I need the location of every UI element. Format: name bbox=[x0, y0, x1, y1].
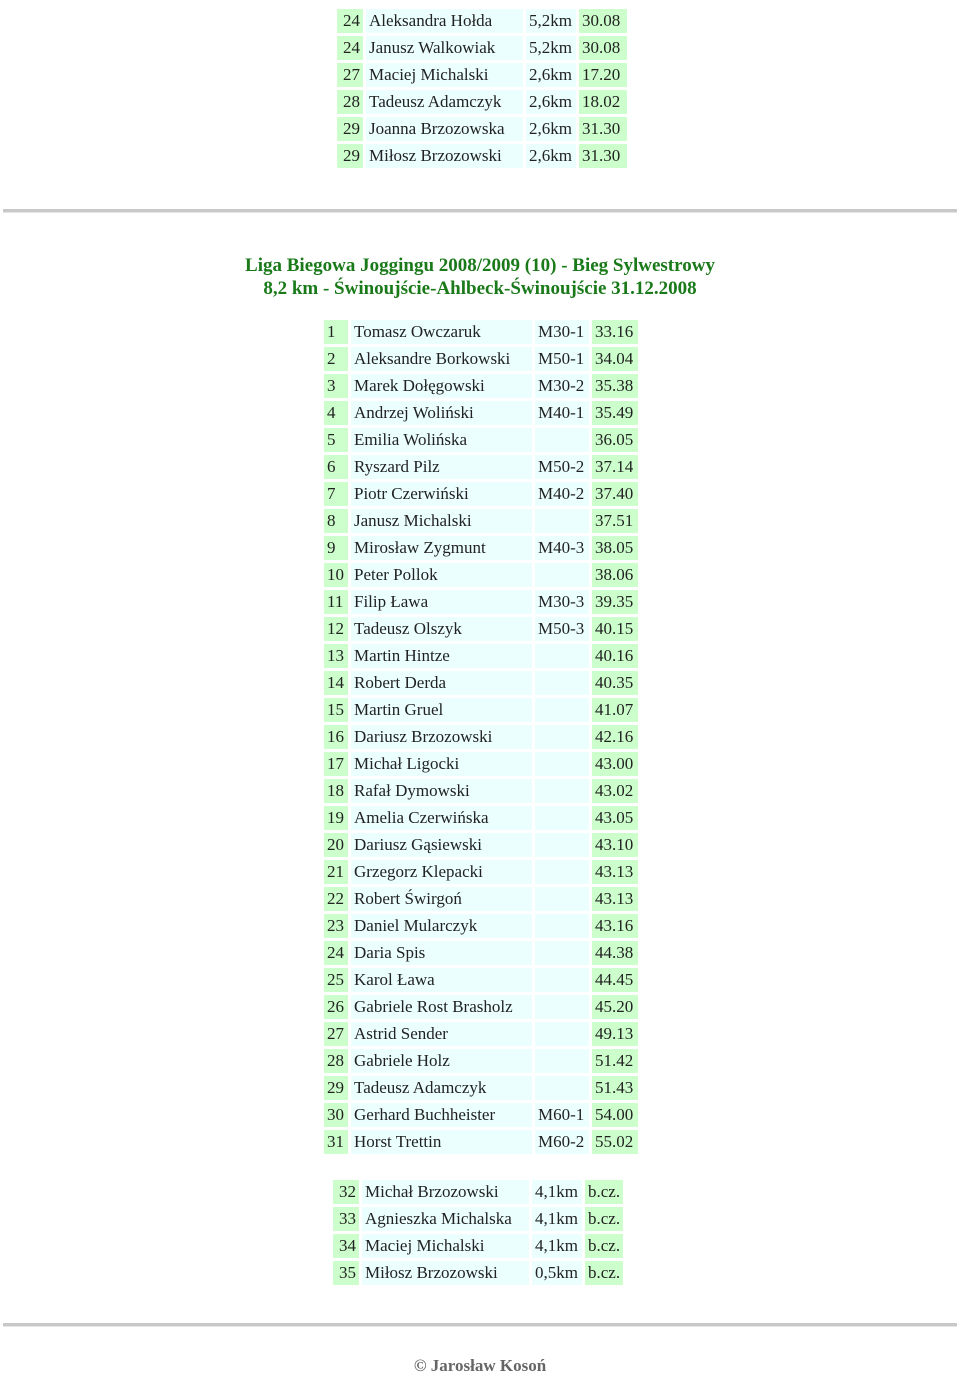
table-row bbox=[324, 590, 638, 614]
table-row bbox=[324, 698, 638, 722]
time-cell: b.cz. bbox=[585, 1234, 623, 1258]
time-cell: 43.02 bbox=[592, 779, 638, 803]
category-cell bbox=[535, 725, 589, 749]
place-cell: 11 bbox=[324, 590, 348, 614]
place-cell: 12 bbox=[324, 617, 348, 641]
time-cell: 43.16 bbox=[592, 914, 638, 938]
category-cell bbox=[535, 1022, 589, 1046]
short-distance-table bbox=[330, 1177, 626, 1288]
distance-cell: 2,6km bbox=[526, 63, 576, 87]
category-cell: M50-1 bbox=[535, 347, 589, 371]
runner-name-cell: Gabriele Holz bbox=[351, 1049, 532, 1073]
category-cell bbox=[535, 833, 589, 857]
runner-name-cell: Tadeusz Adamczyk bbox=[366, 90, 523, 114]
place-cell: 15 bbox=[324, 698, 348, 722]
short-distance-body bbox=[333, 1180, 623, 1285]
time-cell: 43.13 bbox=[592, 860, 638, 884]
time-cell: 37.14 bbox=[592, 455, 638, 479]
place-cell: 24 bbox=[337, 36, 363, 60]
category-cell: M50-3 bbox=[535, 617, 589, 641]
table-row bbox=[337, 36, 627, 60]
time-cell: 44.38 bbox=[592, 941, 638, 965]
runner-name-cell: Horst Trettin bbox=[351, 1130, 532, 1154]
place-cell: 19 bbox=[324, 806, 348, 830]
table-row bbox=[324, 482, 638, 506]
table-row bbox=[324, 887, 638, 911]
table-row bbox=[324, 968, 638, 992]
runner-name-cell: Maciej Michalski bbox=[366, 63, 523, 87]
table-row bbox=[324, 941, 638, 965]
table-row bbox=[324, 914, 638, 938]
time-cell: 51.43 bbox=[592, 1076, 638, 1100]
place-cell: 27 bbox=[337, 63, 363, 87]
place-cell: 28 bbox=[337, 90, 363, 114]
table-row bbox=[324, 995, 638, 1019]
previous-results-body bbox=[337, 9, 627, 168]
runner-name-cell: Tomasz Owczaruk bbox=[351, 320, 532, 344]
category-cell: M30-3 bbox=[535, 590, 589, 614]
time-cell: 43.13 bbox=[592, 887, 638, 911]
table-row bbox=[324, 455, 638, 479]
runner-name-cell: Rafał Dymowski bbox=[351, 779, 532, 803]
time-cell: 51.42 bbox=[592, 1049, 638, 1073]
table-row bbox=[324, 563, 638, 587]
table-row bbox=[333, 1234, 623, 1258]
place-cell: 30 bbox=[324, 1103, 348, 1127]
place-cell: 32 bbox=[333, 1180, 359, 1204]
runner-name-cell: Miłosz Brzozowski bbox=[366, 144, 523, 168]
race-subtitle: 8,2 km - Świnoujście-Ahlbeck-Świnoujście 31.12.2008 bbox=[263, 278, 697, 299]
table-row bbox=[337, 144, 627, 168]
category-cell bbox=[535, 914, 589, 938]
place-cell: 29 bbox=[324, 1076, 348, 1100]
time-cell: b.cz. bbox=[585, 1207, 623, 1231]
time-cell: 34.04 bbox=[592, 347, 638, 371]
runner-name-cell: Daniel Mularczyk bbox=[351, 914, 532, 938]
category-cell: M50-2 bbox=[535, 455, 589, 479]
runner-name-cell: Andrzej Woliński bbox=[351, 401, 532, 425]
distance-cell: 2,6km bbox=[526, 144, 576, 168]
race-title: Liga Biegowa Joggingu 2008/2009 (10) - Bieg Sylwestrowy bbox=[245, 255, 715, 276]
category-cell: M60-1 bbox=[535, 1103, 589, 1127]
distance-cell: 4,1km bbox=[532, 1207, 582, 1231]
distance-cell: 4,1km bbox=[532, 1180, 582, 1204]
time-cell: 38.06 bbox=[592, 563, 638, 587]
table-row bbox=[324, 1076, 638, 1100]
category-cell bbox=[535, 1049, 589, 1073]
category-cell: M40-1 bbox=[535, 401, 589, 425]
place-cell: 26 bbox=[324, 995, 348, 1019]
time-cell: 54.00 bbox=[592, 1103, 638, 1127]
time-cell: 18.02 bbox=[579, 90, 627, 114]
runner-name-cell: Daria Spis bbox=[351, 941, 532, 965]
footer-divider bbox=[3, 1323, 957, 1327]
category-cell bbox=[535, 428, 589, 452]
runner-name-cell: Janusz Michalski bbox=[351, 509, 532, 533]
runner-name-cell: Dariusz Brzozowski bbox=[351, 725, 532, 749]
runner-name-cell: Grzegorz Klepacki bbox=[351, 860, 532, 884]
category-cell bbox=[535, 968, 589, 992]
place-cell: 33 bbox=[333, 1207, 359, 1231]
time-cell: 30.08 bbox=[579, 9, 627, 33]
category-cell bbox=[535, 806, 589, 830]
section-divider bbox=[3, 209, 957, 213]
place-cell: 5 bbox=[324, 428, 348, 452]
runner-name-cell: Gabriele Rost Brasholz bbox=[351, 995, 532, 1019]
place-cell: 25 bbox=[324, 968, 348, 992]
place-cell: 20 bbox=[324, 833, 348, 857]
category-cell: M40-3 bbox=[535, 536, 589, 560]
place-cell: 3 bbox=[324, 374, 348, 398]
runner-name-cell: Ryszard Pilz bbox=[351, 455, 532, 479]
race-results-table bbox=[321, 317, 641, 1157]
table-row bbox=[337, 9, 627, 33]
place-cell: 28 bbox=[324, 1049, 348, 1073]
table-row bbox=[324, 833, 638, 857]
time-cell: 40.16 bbox=[592, 644, 638, 668]
table-row bbox=[324, 347, 638, 371]
table-row bbox=[324, 428, 638, 452]
place-cell: 29 bbox=[337, 144, 363, 168]
table-row bbox=[324, 401, 638, 425]
place-cell: 7 bbox=[324, 482, 348, 506]
table-row bbox=[324, 1103, 638, 1127]
table-row bbox=[324, 320, 638, 344]
time-cell: 37.51 bbox=[592, 509, 638, 533]
place-cell: 4 bbox=[324, 401, 348, 425]
category-cell: M40-2 bbox=[535, 482, 589, 506]
place-cell: 35 bbox=[333, 1261, 359, 1285]
category-cell bbox=[535, 644, 589, 668]
runner-name-cell: Aleksandre Borkowski bbox=[351, 347, 532, 371]
runner-name-cell: Emilia Wolińska bbox=[351, 428, 532, 452]
distance-cell: 5,2km bbox=[526, 36, 576, 60]
table-row bbox=[333, 1207, 623, 1231]
table-row bbox=[324, 806, 638, 830]
place-cell: 24 bbox=[324, 941, 348, 965]
runner-name-cell: Amelia Czerwińska bbox=[351, 806, 532, 830]
time-cell: 55.02 bbox=[592, 1130, 638, 1154]
runner-name-cell: Piotr Czerwiński bbox=[351, 482, 532, 506]
table-row bbox=[333, 1180, 623, 1204]
table-row bbox=[324, 671, 638, 695]
place-cell: 21 bbox=[324, 860, 348, 884]
category-cell: M30-1 bbox=[535, 320, 589, 344]
place-cell: 2 bbox=[324, 347, 348, 371]
time-cell: 33.16 bbox=[592, 320, 638, 344]
category-cell bbox=[535, 779, 589, 803]
distance-cell: 2,6km bbox=[526, 90, 576, 114]
place-cell: 34 bbox=[333, 1234, 359, 1258]
time-cell: 42.16 bbox=[592, 725, 638, 749]
runner-name-cell: Karol Ława bbox=[351, 968, 532, 992]
category-cell: M30-2 bbox=[535, 374, 589, 398]
time-cell: 35.49 bbox=[592, 401, 638, 425]
time-cell: 43.05 bbox=[592, 806, 638, 830]
runner-name-cell: Michał Ligocki bbox=[351, 752, 532, 776]
runner-name-cell: Dariusz Gąsiewski bbox=[351, 833, 532, 857]
category-cell bbox=[535, 995, 589, 1019]
table-row bbox=[337, 63, 627, 87]
time-cell: 39.35 bbox=[592, 590, 638, 614]
previous-results-table bbox=[334, 6, 630, 171]
place-cell: 10 bbox=[324, 563, 348, 587]
runner-name-cell: Agnieszka Michalska bbox=[362, 1207, 529, 1231]
place-cell: 14 bbox=[324, 671, 348, 695]
copyright-footer: © Jarosław Kosoń bbox=[413, 1356, 547, 1375]
category-cell bbox=[535, 887, 589, 911]
runner-name-cell: Mirosław Zygmunt bbox=[351, 536, 532, 560]
time-cell: 17.20 bbox=[579, 63, 627, 87]
time-cell: 41.07 bbox=[592, 698, 638, 722]
place-cell: 23 bbox=[324, 914, 348, 938]
table-row bbox=[324, 860, 638, 884]
place-cell: 27 bbox=[324, 1022, 348, 1046]
place-cell: 16 bbox=[324, 725, 348, 749]
runner-name-cell: Janusz Walkowiak bbox=[366, 36, 523, 60]
table-row bbox=[324, 644, 638, 668]
table-row bbox=[324, 1022, 638, 1046]
runner-name-cell: Peter Pollok bbox=[351, 563, 532, 587]
category-cell: M60-2 bbox=[535, 1130, 589, 1154]
category-cell bbox=[535, 563, 589, 587]
place-cell: 9 bbox=[324, 536, 348, 560]
table-row bbox=[324, 1130, 638, 1154]
distance-cell: 0,5km bbox=[532, 1261, 582, 1285]
table-row bbox=[337, 117, 627, 141]
category-cell bbox=[535, 860, 589, 884]
runner-name-cell: Maciej Michalski bbox=[362, 1234, 529, 1258]
runner-name-cell: Tadeusz Adamczyk bbox=[351, 1076, 532, 1100]
category-cell bbox=[535, 509, 589, 533]
place-cell: 8 bbox=[324, 509, 348, 533]
table-row bbox=[337, 90, 627, 114]
time-cell: 37.40 bbox=[592, 482, 638, 506]
table-row bbox=[324, 536, 638, 560]
time-cell: 38.05 bbox=[592, 536, 638, 560]
runner-name-cell: Joanna Brzozowska bbox=[366, 117, 523, 141]
place-cell: 6 bbox=[324, 455, 348, 479]
runner-name-cell: Filip Ława bbox=[351, 590, 532, 614]
distance-cell: 5,2km bbox=[526, 9, 576, 33]
distance-cell: 4,1km bbox=[532, 1234, 582, 1258]
time-cell: 31.30 bbox=[579, 117, 627, 141]
category-cell bbox=[535, 1076, 589, 1100]
time-cell: 30.08 bbox=[579, 36, 627, 60]
place-cell: 24 bbox=[337, 9, 363, 33]
place-cell: 13 bbox=[324, 644, 348, 668]
category-cell bbox=[535, 698, 589, 722]
runner-name-cell: Miłosz Brzozowski bbox=[362, 1261, 529, 1285]
category-cell bbox=[535, 941, 589, 965]
time-cell: 43.10 bbox=[592, 833, 638, 857]
place-cell: 29 bbox=[337, 117, 363, 141]
time-cell: b.cz. bbox=[585, 1261, 623, 1285]
distance-cell: 2,6km bbox=[526, 117, 576, 141]
place-cell: 18 bbox=[324, 779, 348, 803]
table-row bbox=[324, 779, 638, 803]
time-cell: 31.30 bbox=[579, 144, 627, 168]
runner-name-cell: Martin Gruel bbox=[351, 698, 532, 722]
table-row bbox=[324, 509, 638, 533]
time-cell: 40.35 bbox=[592, 671, 638, 695]
time-cell: 36.05 bbox=[592, 428, 638, 452]
runner-name-cell: Martin Hintze bbox=[351, 644, 532, 668]
table-row bbox=[324, 617, 638, 641]
runner-name-cell: Aleksandra Hołda bbox=[366, 9, 523, 33]
time-cell: 49.13 bbox=[592, 1022, 638, 1046]
time-cell: 43.00 bbox=[592, 752, 638, 776]
table-row bbox=[324, 374, 638, 398]
race-results-body bbox=[324, 320, 638, 1154]
category-cell bbox=[535, 671, 589, 695]
table-row bbox=[324, 752, 638, 776]
place-cell: 31 bbox=[324, 1130, 348, 1154]
time-cell: 45.20 bbox=[592, 995, 638, 1019]
category-cell bbox=[535, 752, 589, 776]
runner-name-cell: Gerhard Buchheister bbox=[351, 1103, 532, 1127]
table-row bbox=[324, 725, 638, 749]
place-cell: 22 bbox=[324, 887, 348, 911]
place-cell: 1 bbox=[324, 320, 348, 344]
place-cell: 17 bbox=[324, 752, 348, 776]
runner-name-cell: Astrid Sender bbox=[351, 1022, 532, 1046]
runner-name-cell: Michał Brzozowski bbox=[362, 1180, 529, 1204]
time-cell: 40.15 bbox=[592, 617, 638, 641]
time-cell: b.cz. bbox=[585, 1180, 623, 1204]
table-row bbox=[324, 1049, 638, 1073]
table-row bbox=[333, 1261, 623, 1285]
runner-name-cell: Robert Świrgoń bbox=[351, 887, 532, 911]
runner-name-cell: Tadeusz Olszyk bbox=[351, 617, 532, 641]
time-cell: 35.38 bbox=[592, 374, 638, 398]
runner-name-cell: Marek Dołęgowski bbox=[351, 374, 532, 398]
time-cell: 44.45 bbox=[592, 968, 638, 992]
runner-name-cell: Robert Derda bbox=[351, 671, 532, 695]
